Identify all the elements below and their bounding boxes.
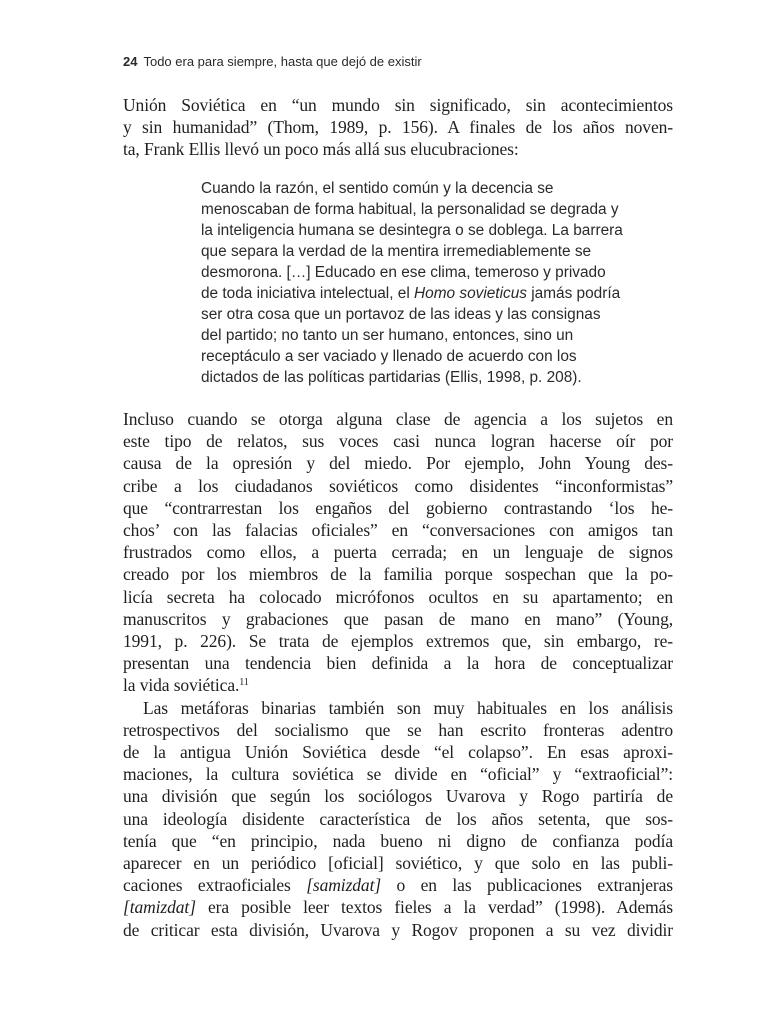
paragraph-intro xyxy=(123,94,673,161)
text-line: presentan una tendencia bien definida a la hora de conceptualizar xyxy=(123,653,673,674)
italic-term-samizdat: [samizdat] xyxy=(306,875,382,896)
quote-line: menoscaban de forma habitual, la personalidad se degrada y xyxy=(201,201,619,218)
text-line: retrospectivos del socialismo que se han escrito fronteras adentro xyxy=(123,719,673,740)
text-line: de la antigua Unión Soviética desde “el colapso”. En esas aproxi- xyxy=(123,742,673,763)
body-text xyxy=(123,408,673,941)
quote-line xyxy=(201,283,671,304)
text-line: maciones, la cultura soviética se divide en “oficial” y “extraoficial”: xyxy=(123,764,673,785)
quote-line: Cuando la razón, el sentido común y la decencia se xyxy=(201,180,554,197)
paragraph-3 xyxy=(123,697,673,941)
text-line: este tipo de relatos, sus voces casi nunca logran hacerse oír por xyxy=(123,431,673,452)
text-segment: o en las publicaciones extranjeras xyxy=(381,875,674,896)
text-line: Incluso cuando se otorga alguna clase de agencia a los sujetos en xyxy=(123,409,673,429)
text-line: causa de la opresión y del miedo. Por ejemplo, John Young des- xyxy=(123,453,673,474)
text-line: una ideología disidente característica de los años setenta, que sos- xyxy=(123,808,673,829)
quote-line: la inteligencia humana se desintegra o se doblega. La barrera xyxy=(201,222,623,239)
text-line: ta, Frank Ellis llevó un poco más allá sus elucubraciones: xyxy=(123,139,519,160)
quote-line: ser otra cosa que un portavoz de las ideas y las consignas xyxy=(201,306,601,323)
text-segment: caciones extraoficiales xyxy=(123,875,307,896)
text-line: y sin humanidad” (Thom, 1989, p. 156). A finales de los años noven- xyxy=(123,117,673,138)
text-line: 1991, p. 226). Se trata de ejemplos extremos que, sin embargo, re- xyxy=(123,631,673,652)
quote-line: receptáculo a ser vaciado y llenado de acuerdo con los xyxy=(201,348,577,365)
text-line: una división que según los sociólogos Uvarova y Rogo partiría de xyxy=(123,786,673,807)
italic-term-tamizdat: [tamizdat] xyxy=(123,897,196,918)
block-quote xyxy=(201,178,671,388)
quote-line: que separa la verdad de la mentira irremediablemente se xyxy=(201,243,592,260)
text-line: Las metáforas binarias también son muy habituales en los análisis xyxy=(143,697,673,718)
quote-italic-term: Homo sovieticus xyxy=(414,285,527,302)
text-line: de criticar esta división, Uvarova y Rogov proponen a su vez dividir xyxy=(123,919,673,940)
text-line: aparecer en un periódico [oficial] soviético, y que solo en las publi- xyxy=(123,853,673,874)
text-line: cribe a los ciudadanos soviéticos como disidentes “inconformistas” xyxy=(123,475,673,496)
paragraph-2 xyxy=(123,408,673,697)
text-line: licía secreta ha colocado micrófonos ocultos en su apartamento; en xyxy=(123,586,673,607)
text-line: que “contrarrestan los engaños del gobierno contrastando ‘los he- xyxy=(123,497,673,518)
text-line: manuscritos y grabaciones que pasan de mano en mano” (Young, xyxy=(123,608,673,629)
footnote-reference[interactable]: 11 xyxy=(239,677,249,689)
quote-text: de toda iniciativa intelectual, el xyxy=(201,285,415,302)
text-line xyxy=(123,874,673,896)
quote-line: dictados de las políticas partidarias (Ellis, 1998, p. 208). xyxy=(201,369,582,386)
page-number: 24 xyxy=(123,54,138,69)
quote-line: del partido; no tanto un ser humano, entonces, sino un xyxy=(201,327,574,344)
quote-text: jamás podría xyxy=(526,285,621,302)
text-line xyxy=(123,674,673,696)
text-segment: era posible leer textos fieles a la verdad” (1998). Además xyxy=(195,897,673,918)
text-line xyxy=(123,896,673,918)
running-title: Todo era para siempre, hasta que dejó de existir xyxy=(143,54,422,69)
text-line: tenía que “en principio, nada bueno ni digno de confianza podía xyxy=(123,830,673,851)
text-line: Unión Soviética en “un mundo sin significado, sin acontecimientos xyxy=(123,95,673,115)
text-line: frustrados como ellos, a puerta cerrada; en un lenguaje de signos xyxy=(123,542,673,563)
text-line: chos’ con las falacias oficiales” en “conversaciones con amigos tan xyxy=(123,520,673,541)
text-line: creado por los miembros de la familia porque sospechan que la po- xyxy=(123,564,673,585)
running-header xyxy=(123,54,422,69)
quote-line: desmorona. […] Educado en ese clima, temeroso y privado xyxy=(201,264,606,281)
text-segment: la vida soviética. xyxy=(123,675,240,696)
